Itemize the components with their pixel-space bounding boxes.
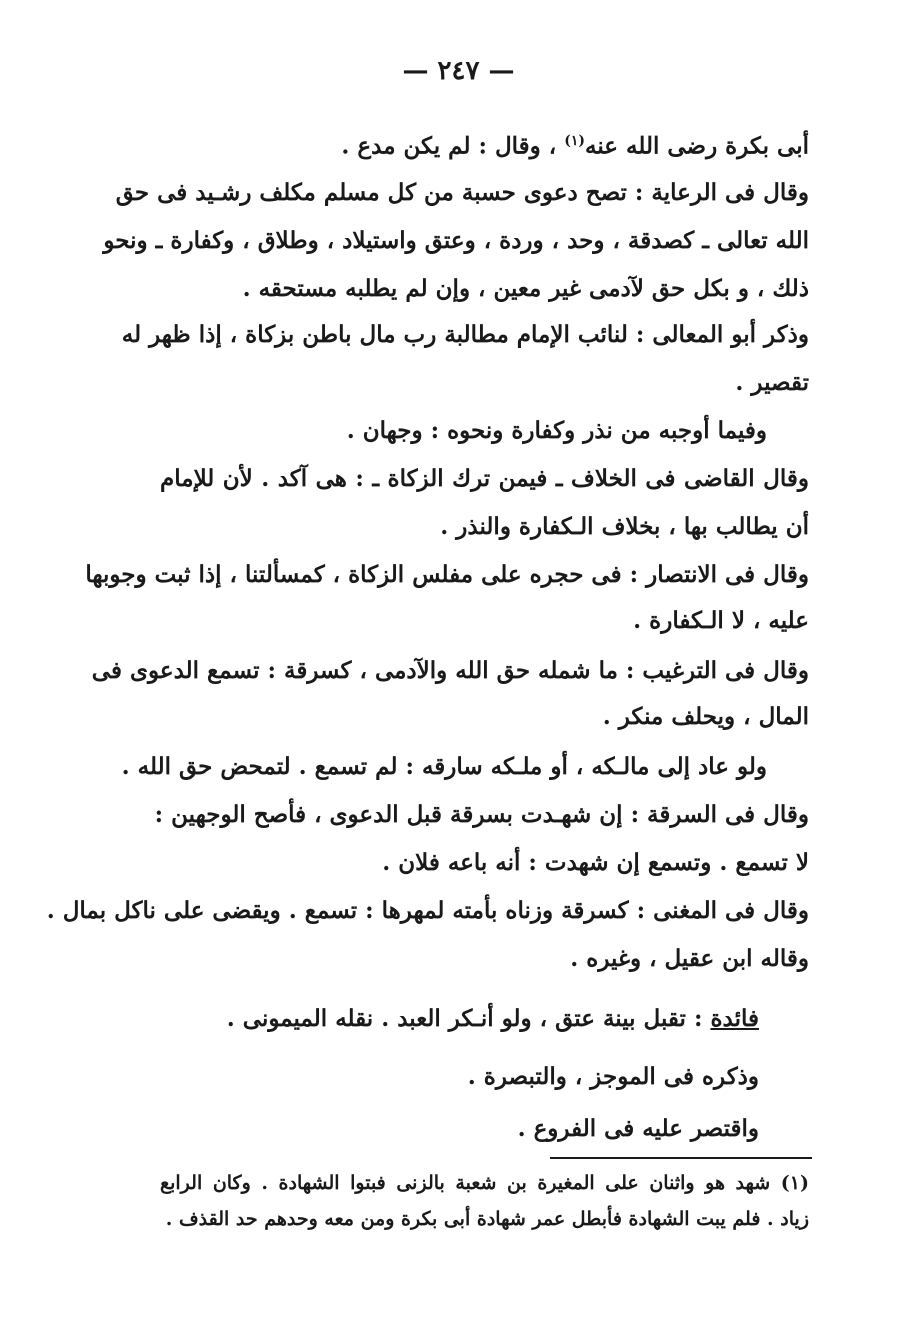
text-line-1 — [341, 126, 809, 162]
text-line-19-body: : تقبل بينة عتق ، ولو أنـكر العبد . نقله الميمونى . — [226, 1005, 703, 1032]
text-line-9: أن يطالب بها ، بخلاف الـكفارة والنذر . — [440, 513, 809, 540]
benefit-label: فائدة — [710, 1005, 759, 1032]
footnote-line-1: (١) شهد هو واثنان على المغيرة بن شعبة بالزنى فبتوا الشهادة . وكان الرابع — [160, 1172, 809, 1194]
text-line-10: وقال فى الانتصار : فى حجره على مفلس الزكاة ، كمسألتنا ، إذا ثبت وجوبها — [85, 561, 809, 588]
text-line-1-end: ، وقال : لم يكن مدع . — [341, 132, 557, 160]
text-line-12: وقال فى الترغيب : ما شمله حق الله والآدمى ، كسرقة : تسمع الدعوى فى — [91, 657, 809, 684]
text-line-13: المال ، ويحلف منكر . — [602, 703, 809, 730]
text-line-3: الله تعالى ـ كصدقة ، وحد ، وردة ، وعتق واستيلاد ، وطلاق ، وكفارة ـ ونحو — [103, 227, 809, 254]
text-line-8: وقال القاضى فى الخلاف ـ فيمن ترك الزكاة ـ : هى آكد . لأن للإمام — [160, 465, 809, 492]
footnote-line-2: زياد . فلم يبت الشهادة فأبطل عمر شهادة أبى بكرة ومن معه وحدهم حد القذف . — [165, 1208, 809, 1230]
footnote-reference: (١) — [564, 133, 586, 149]
text-line-17: وقال فى المغنى : كسرقة وزناه بأمته لمهرها : تسمع . ويقضى على ناكل بمال . — [46, 897, 809, 924]
text-line-16: لا تسمع . وتسمع إن شهدت : أنه باعه فلان . — [382, 849, 809, 876]
text-line-21: واقتصر عليه فى الفروع . — [517, 1115, 759, 1142]
text-line-20: وذكره فى الموجز ، والتبصرة . — [467, 1063, 759, 1090]
text-line-19 — [227, 1004, 759, 1034]
text-line-2: وقال فى الرعاية : تصح دعوى حسبة من كل مسلم مكلف رشـيد فى حق — [115, 179, 809, 206]
text-line-18: وقاله ابن عقيل ، وغيره . — [570, 945, 809, 972]
page-number: — ٢٤٧ — — [402, 56, 515, 86]
text-line-1-start: أبى بكرة رضى الله عنه — [585, 132, 809, 160]
text-line-11: عليه ، لا الـكفارة . — [633, 607, 809, 634]
text-line-4: ذلك ، و بكل حق لآدمى غير معين ، وإن لم يطلبه مستحقه . — [242, 275, 809, 302]
footnote-divider — [550, 1157, 812, 1159]
text-line-15: وقال فى السرقة : إن شهـدت بسرقة قبل الدعوى ، فأصح الوجهين : — [154, 801, 809, 828]
text-line-5: وذكر أبو المعالى : لنائب الإمام مطالبة رب مال باطن بزكاة ، إذا ظهر له — [121, 321, 809, 348]
text-line-6: تقصير . — [735, 369, 809, 396]
text-line-7: وفيما أوجبه من نذر وكفارة ونحوه : وجهان . — [346, 417, 767, 444]
text-line-14: ولو عاد إلى مالـكه ، أو ملـكه سارقه : لم تسمع . لتمحض حق الله . — [121, 753, 767, 780]
